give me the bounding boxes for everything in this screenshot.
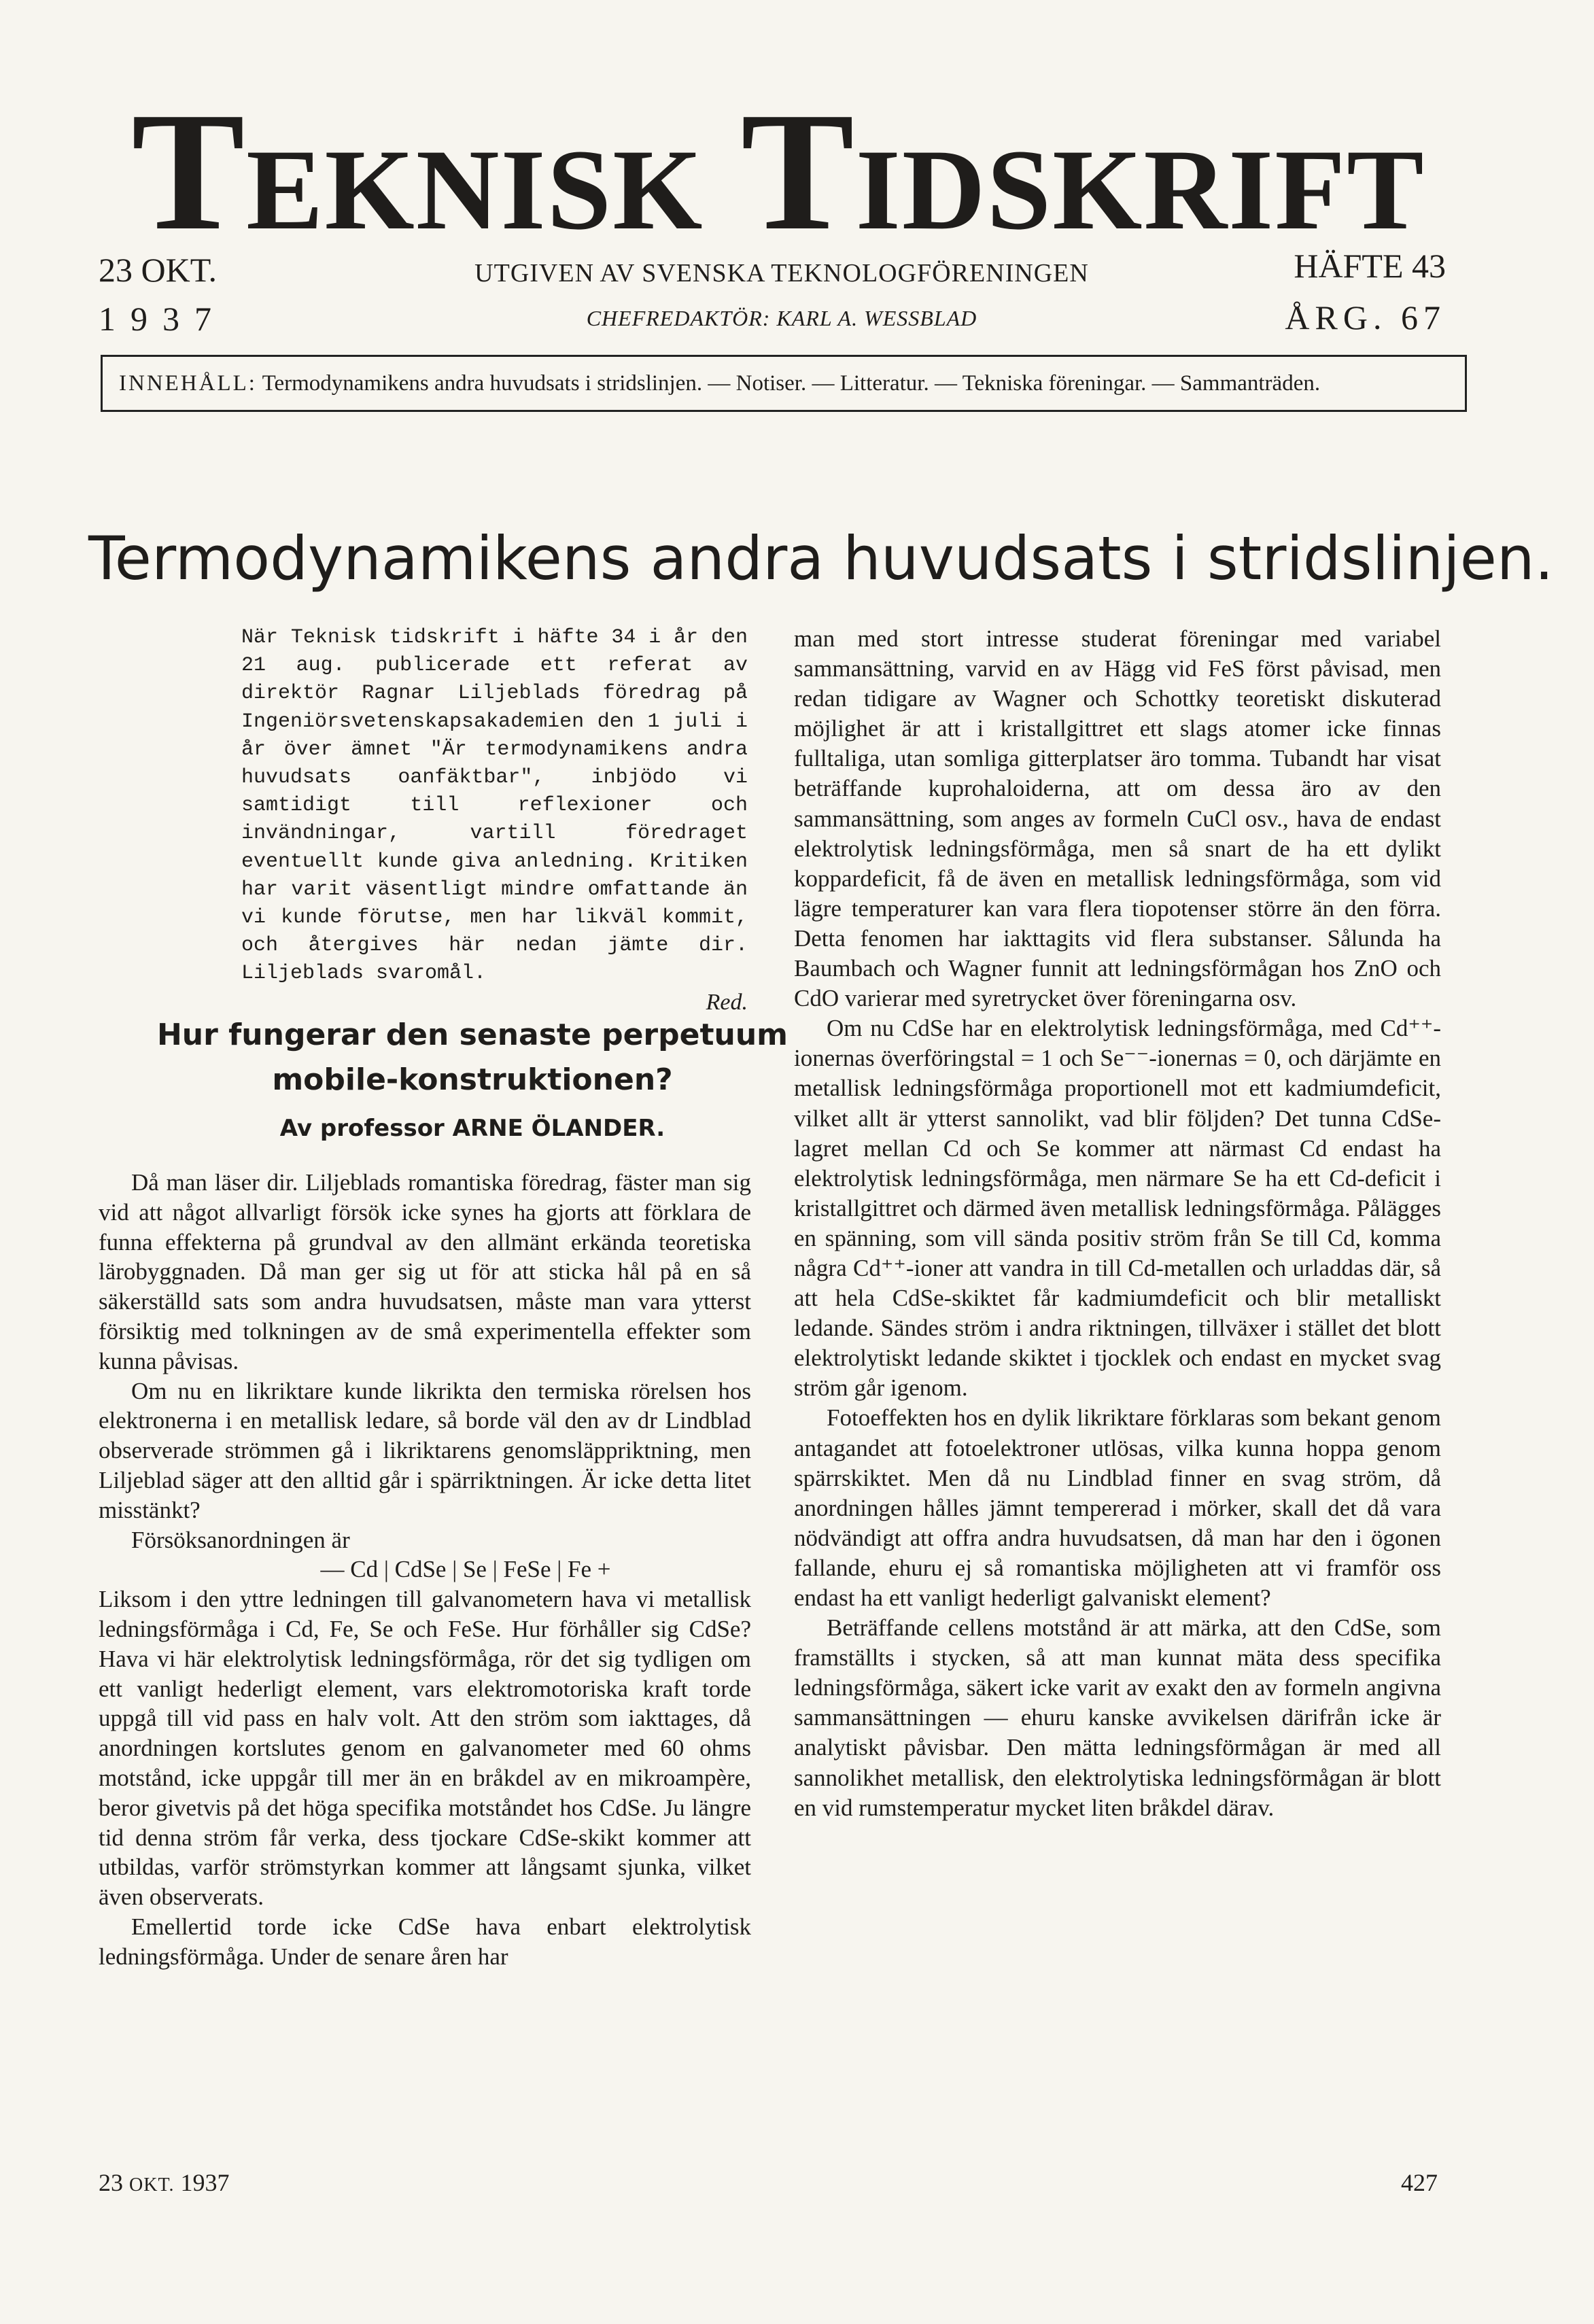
masthead-cap-2: T	[740, 77, 856, 266]
paragraph: Om nu en likriktare kunde likrikta den termiska rörelsen hos elektronerna i en metallisk ledare, så borde väl den av dr Lindblad observerade strömmen gå i likriktarens genomsläppriktning, men Liljeblad säger att den alltid går i spärriktningen. Är icke detta litet misstänkt?	[99, 1377, 751, 1523]
paragraph: Beträffande cellens motstånd är att märka, att den CdSe, som framställts i stycken, så att man kunnat mäta dess specifika ledningsförmåga, säkert icke varit av exakt den av formeln angivna sammansättningen — ehuru kanske avvikelsen därifrån icke är analytiskt påvisbar. Den mätta ledningsförmågan är med all sannolikhet metallisk, den elektrolytiska ledningsförmågan är blott en vid rumstemperatur mycket liten bråkdel därav.	[794, 1614, 1441, 1821]
masthead-word-1: EKNISK	[246, 126, 704, 254]
issue-date: 23 OKT.	[99, 251, 218, 289]
footer-day: 23	[99, 2169, 123, 2196]
volume-number: ÅRG. 67	[1285, 298, 1446, 336]
intro-signature: Red.	[706, 989, 748, 1015]
paragraph: Emellertid torde icke CdSe hava enbart elektrolytisk ledningsförmåga. Under de senare åren har	[99, 1913, 751, 1970]
issue-year: 1937	[99, 300, 226, 338]
right-column	[794, 624, 1441, 1823]
paragraph: Om nu CdSe har en elektrolytisk ledningsförmåga, med Cd⁺⁺-ionernas överföringstal = 1 och Se⁻⁻-ionernas = 0, och därjämte en metallisk ledningsförmåga proportionell mot ett kadmiumdeficit, vilket allt är ytterst sannolikt, vad blir följden? Det tunna CdSe-lagret mellan Cd och Se kommer att närmast Cd endast ha elektrolytisk ledningsförmåga, men närmare Se ha ett Cd-deficit i kristallgittret och därmed även metallisk ledningsförmåga. Pålägges en spänning, som vill sända positiv ström från Se till Cd, komma några Cd⁺⁺-ioner att vandra in till Cd-metallen och urladdas där, så att hela CdSe-skiktet får kadmiumdeficit och blir metalliskt ledande. Sändes ström i andra riktningen, tillväxer i stället det blott elektrolytiskt ledande skiktet i tjocklek och endast en mycket svag ström går igenom.	[794, 1015, 1441, 1402]
publisher-line: UTGIVEN AV SVENSKA TEKNOLOGFÖRENINGEN	[474, 259, 1089, 288]
section-heading-line-1: Hur fungerar den senaste perpetuum	[156, 1018, 789, 1052]
footer-year: 1937	[180, 2169, 230, 2196]
editor-line: CHEFREDAKTÖR: KARL A. WESSBLAD	[586, 306, 977, 330]
intro-text: När Teknisk tidskrift i häfte 34 i år den 21 aug. publicerade ett referat av direktör Ragnar Liljeblads föredrag på Ingeniörsvetenskapsakademien den 1 juli i år över ämnet "Är termodynamikens andra huvudsats oanfäktbar", inbjödo vi samtidigt till reflexioner och invändningar, vartill föredraget eventuellt kunde giva anledning. Kritiken har varit väsentligt mindre omfattande än vi kunde förutse, men har likväl kommit, och återgives här nedan jämte dir. Liljeblads svaromål.	[241, 626, 748, 986]
article-title: Termodynamikens andra huvudsats i stridslinjen.	[88, 523, 1554, 593]
masthead-cap-1: T	[131, 77, 247, 266]
footer-date	[99, 2168, 229, 2197]
paragraph: Liksom i den yttre ledningen till galvanometern hava vi metallisk ledningsförmåga i Cd, Fe, Se och FeSe. Hur förhåller sig CdSe? Hava vi här elektrolytisk ledningsförmåga, rör det sig tydligen om ett vanligt hederligt element, vars elektromotoriska kraft torde uppgå till vid pass en halv volt. Att den ström som iakttages, då anordningen kortslutes genom en galvanometer med 60 ohms motstånd, icke uppgår till mer än en bråkdel av en mikroampère, beror givetvis på det höga specifika motståndet hos CdSe. Ju längre tid denna ström får verka, dess tjockare CdSe-skikt kommer att utbildas, varför strömstyrkan kommer att långsamt sjunka, vilket även observerats.	[99, 1586, 751, 1911]
section-heading-line-2: mobile-konstruktionen?	[272, 1062, 673, 1097]
contents-box	[101, 355, 1467, 412]
section-heading	[99, 1013, 846, 1103]
paragraph: Fotoeffekten hos en dylik likriktare förklaras som bekant genom antagandet att fotoelektroner utlösas, vilka kunna hoppa genom spärrskiktet. Men då nu Lindblad finner en svag ström, då anordningen hålles jämnt tempererad i mörker, skall det då vara nödvändigt att offra andra huvudsatsen, då man har den i ögonen fallande, ehuru ej så romantiska möjligheten att vi framför oss endast ha ett vanligt hederligt galvaniskt element?	[794, 1404, 1441, 1611]
byline: Av professor ARNE ÖLANDER.	[279, 1115, 665, 1142]
contents-label: INNEHÅLL:	[119, 371, 257, 396]
left-column	[99, 1168, 751, 1972]
paragraph: Då man läser dir. Liljeblads romantiska föredrag, fäster man sig vid att något allvarligt försök icke synes ha gjorts att förklara de funna effekterna på grundval av den allmänt erkända teoretiska lärobyggnaden. Då man ger sig ut för att sticka hål på en så säkerställd sats som andra huvudsatsen, måste man vara ytterst försiktig med tolkningen av de små experimentella effekter som kunna påvisas.	[99, 1169, 751, 1374]
footer-month: OKT.	[129, 2174, 175, 2196]
paragraph: Försöksanordningen är	[131, 1526, 350, 1553]
page-number: 427	[1401, 2169, 1438, 2196]
contents-text: Termodynamikens andra huvudsats i stridslinjen. — Notiser. — Litteratur. — Tekniska föreningar. — Sammanträden.	[262, 371, 1321, 396]
editorial-intro	[241, 624, 748, 1016]
issue-number: HÄFTE 43	[1294, 247, 1446, 285]
paragraph: man med stort intresse studerat föreningar med variabel sammansättning, varvid en av Hägg vid FeS först påvisad, men redan tidigare av Wagner och Schottky teoretiskt diskuterad möjlighet är att i kristallgittret ett slags atomer icke finnas fulltaliga, utan somliga gitterplatser äro tomma. Tubandt har visat beträffande kuprohaloiderna, att om dessa äro av den sammansättning, som anges av formeln CuCl osv., hava de endast elektrolytisk ledningsförmåga, men så snart de ha ett dylikt koppardeficit, få de även en metallisk ledningsförmåga, som vid lägre temperaturer kan vara flera tiopotenser större än den förra. Detta fenomen har iakttagits vid flera substanser. Sålunda ha Baumbach och Wagner funnit att ledningsförmågan hos ZnO och CdO varierar med syretrycket över föreningarna osv.	[794, 625, 1441, 1012]
cell-formula: — Cd | CdSe | Se | FeSe | Fe +	[320, 1556, 611, 1583]
masthead-word-2: IDSKRIFT	[855, 126, 1425, 254]
